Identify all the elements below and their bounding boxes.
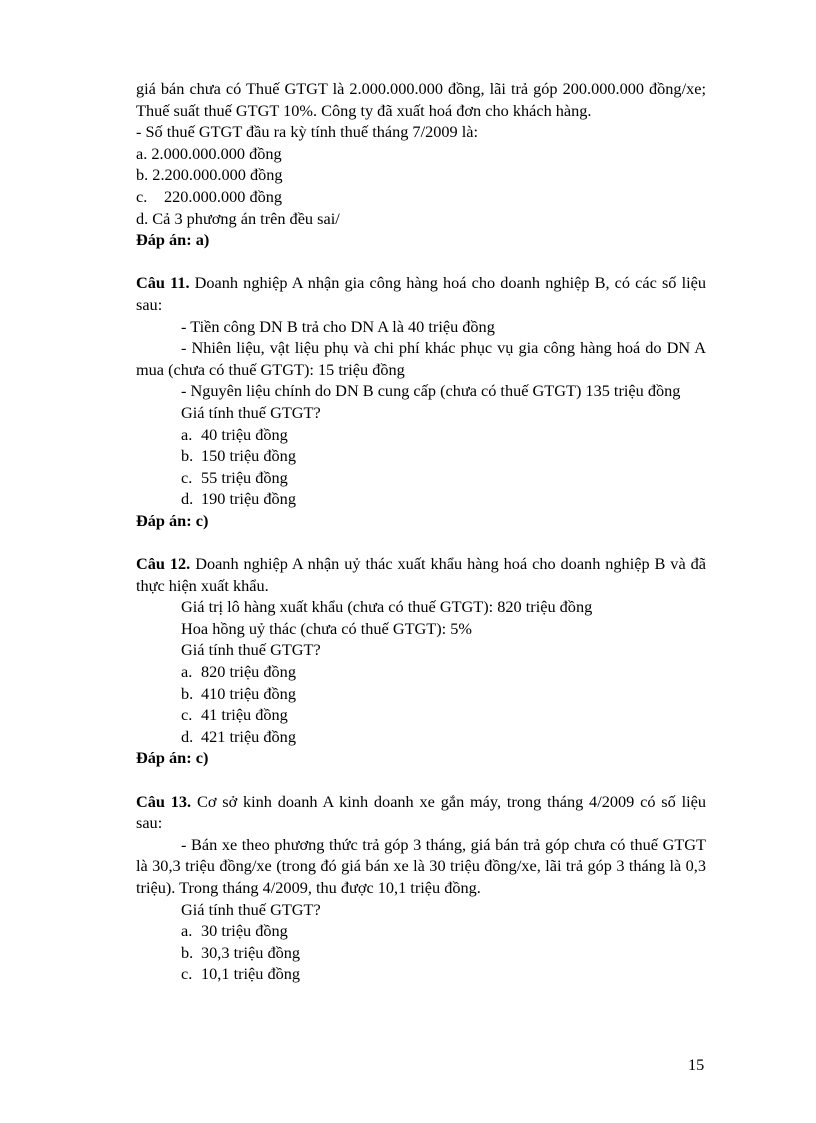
spacer <box>136 251 706 273</box>
intro-question: - Số thuế GTGT đầu ra kỳ tính thuế tháng 7/2009 là: <box>136 122 479 142</box>
option-text: 2.200.000.000 đồng <box>152 165 283 185</box>
option-text: 220.000.000 đồng <box>164 186 283 206</box>
q11-answer: Đáp án: c) <box>136 510 209 530</box>
q12-question: Giá tính thuế GTGT? <box>181 640 321 660</box>
q11-option-a: a. 40 triệu đồng <box>181 424 288 444</box>
q11-option-b: b. 150 triệu đồng <box>181 446 296 466</box>
spacer <box>136 531 706 553</box>
option-text: 2.000.000.000 đồng <box>151 143 282 163</box>
intro-option-a <box>136 143 706 165</box>
q11-question: Giá tính thuế GTGT? <box>181 402 321 422</box>
option-text: Cả 3 phương án trên đều sai/ <box>152 208 340 228</box>
intro-option-b <box>136 164 706 186</box>
option-letter: b. <box>136 165 149 185</box>
intro-option-c <box>136 186 706 208</box>
q12-option-b: b. 410 triệu đồng <box>181 683 296 703</box>
intro-answer: Đáp án: a) <box>136 230 210 250</box>
q13-item-1: - Bán xe theo phương thức trả góp 3 tháng, giá bán trả góp chưa có thuế GTGT là 30,3 triệu đồng/xe (trong đó giá bán xe là 30 triệu đồng/xe, lãi trả góp 3 tháng là 0,3 triệu). Trong tháng 4/2009, thu được 10,1 triệu đồng. <box>136 834 706 897</box>
q12-option-a: a. 820 triệu đồng <box>181 662 296 682</box>
q13-option-b: b. 30,3 triệu đồng <box>181 942 301 962</box>
q12-item-2: Hoa hồng uỷ thác (chưa có thuế GTGT): 5% <box>181 618 472 638</box>
option-letter: a. <box>136 143 148 163</box>
spacer <box>136 769 706 791</box>
option-letter: d. <box>136 208 149 228</box>
q11-stem: Câu 11. Doanh nghiệp A nhận gia công hàng hoá cho doanh nghiệp B, có các số liệu sau: <box>136 273 706 314</box>
q13-option-a: a. 30 triệu đồng <box>181 921 288 941</box>
intro-paragraph: giá bán chưa có Thuế GTGT là 2.000.000.000 đồng, lãi trả góp 200.000.000 đồng/xe; Thuế suất thuế GTGT 10%. Công ty đã xuất hoá đơn cho khách hàng. <box>136 79 706 120</box>
document-page <box>136 78 706 985</box>
page-number: 15 <box>688 1055 705 1074</box>
q11-item-2: - Nhiên liệu, vật liệu phụ và chi phí khác phục vụ gia công hàng hoá do DN A mua (chưa có thuế GTGT): 15 triệu đồng <box>136 338 706 379</box>
q11-option-d: d. 190 triệu đồng <box>181 489 296 509</box>
q12-stem: Câu 12. Doanh nghiệp A nhận uỷ thác xuất khẩu hàng hoá cho doanh nghiệp B và đã thực hiện xuất khẩu. <box>136 554 706 595</box>
option-letter: c. <box>136 186 148 206</box>
q13-stem: Câu 13. Cơ sở kinh doanh A kinh doanh xe gắn máy, trong tháng 4/2009 có số liệu sau: <box>136 791 706 833</box>
q12-answer: Đáp án: c) <box>136 748 209 768</box>
q11-item-3: - Nguyên liệu chính do DN B cung cấp (chưa có thuế GTGT) 135 triệu đồng <box>181 381 681 401</box>
q11-label: Câu 11. <box>136 273 190 293</box>
intro-option-d <box>136 208 706 230</box>
q12-item-1: Giá trị lô hàng xuất khẩu (chưa có thuế GTGT): 820 triệu đồng <box>181 597 593 617</box>
q13-question: Giá tính thuế GTGT? <box>181 899 321 919</box>
q12-option-c: c. 41 triệu đồng <box>181 705 288 725</box>
q11-item-1: - Tiền công DN B trả cho DN A là 40 triệu đồng <box>181 316 495 336</box>
q11-option-c: c. 55 triệu đồng <box>181 467 288 487</box>
q12-option-d: d. 421 triệu đồng <box>181 726 296 746</box>
q13-label: Câu 13. <box>136 791 192 811</box>
q12-label: Câu 12. <box>136 554 191 574</box>
q13-option-c: c. 10,1 triệu đồng <box>181 964 301 984</box>
